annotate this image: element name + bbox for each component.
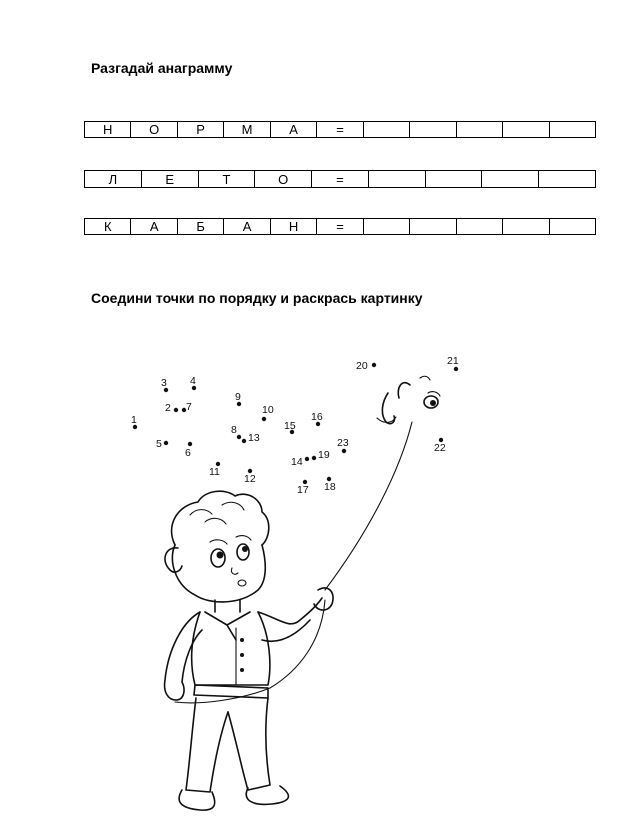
letter-cell: Е [141,171,198,188]
dot-label-1: 1 [131,414,137,426]
dot-label-20: 20 [356,360,368,372]
answer-cell[interactable] [549,122,595,138]
letter-cell: А [131,219,177,235]
anagram-row-kaban [84,218,596,235]
dot-point-20 [372,363,376,367]
letter-cell: О [131,122,177,138]
letter-cell: Б [177,219,223,235]
equals-cell: = [312,171,369,188]
dot-label-4: 4 [190,375,196,387]
answer-cell[interactable] [410,219,456,235]
dot-point-21 [454,367,458,371]
dot-point-5 [164,441,168,445]
dot-to-dot-points [131,355,459,496]
letter-cell: Н [270,219,316,235]
dot-label-22: 22 [434,442,446,454]
dot-point-2 [174,408,178,412]
dot-label-11: 11 [209,466,220,478]
answer-cell[interactable] [482,171,539,188]
dot-point-8 [237,435,241,439]
balloon-face-drawing [377,376,440,423]
dot-label-6: 6 [185,447,191,459]
dot-label-3: 3 [161,377,167,389]
letter-cell: Р [177,122,223,138]
dot-point-23 [342,449,346,453]
answer-cell[interactable] [503,122,549,138]
answer-cell[interactable] [456,122,502,138]
dot-label-10: 10 [262,404,274,416]
letter-cell: Л [85,171,142,188]
boy-balloon-picture [0,330,634,830]
equals-cell: = [317,122,363,138]
dot-label-12: 12 [244,473,256,485]
answer-cell[interactable] [539,171,596,188]
letter-cell: М [224,122,270,138]
answer-cell[interactable] [368,171,425,188]
dot-label-17: 17 [297,484,309,496]
answer-cell[interactable] [549,219,595,235]
dot-point-19 [312,456,316,460]
answer-cell[interactable] [425,171,482,188]
letter-cell: Н [85,122,131,138]
answer-cell[interactable] [363,122,409,138]
dot-label-18: 18 [324,481,336,493]
anagram-row-leto [84,170,596,188]
letter-cell: А [224,219,270,235]
answer-cell[interactable] [363,219,409,235]
dot-label-2: 2 [165,402,171,414]
answer-cell[interactable] [503,219,549,235]
dot-label-8: 8 [231,424,237,436]
answer-cell[interactable] [456,219,502,235]
dots-heading: Соедини точки по порядку и раскрась картинку [91,290,423,306]
dot-point-14 [305,457,309,461]
dot-point-6 [188,442,192,446]
answer-cell[interactable] [410,122,456,138]
anagram-row-norma [84,121,596,138]
dot-point-13 [242,439,246,443]
dot-label-23: 23 [337,437,349,449]
letter-cell: О [255,171,312,188]
dot-label-13: 13 [248,432,260,444]
dot-point-10 [262,417,266,421]
equals-cell: = [317,219,363,235]
dot-label-21: 21 [447,355,459,367]
letter-cell: А [270,122,316,138]
letter-cell: Т [198,171,255,188]
dot-label-7: 7 [186,401,192,413]
dot-label-9: 9 [235,391,241,403]
dot-label-16: 16 [311,411,323,423]
boy-drawing [165,491,333,810]
letter-cell: К [85,219,131,235]
dot-label-19: 19 [318,449,330,461]
dot-label-14: 14 [291,456,303,468]
dot-label-5: 5 [156,438,162,450]
dot-label-15: 15 [284,420,296,432]
anagram-heading: Разгадай анаграмму [91,60,233,76]
